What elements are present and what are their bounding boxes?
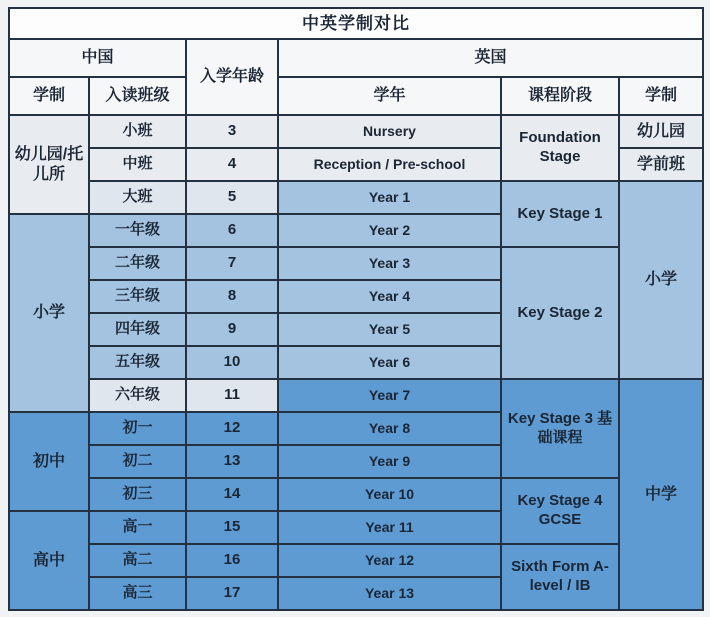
grade-cell: 大班 [89, 181, 186, 214]
year-cell: Year 11 [278, 511, 501, 544]
year-cell: Year 12 [278, 544, 501, 577]
age-cell: 8 [186, 280, 278, 313]
grade-cell: 四年级 [89, 313, 186, 346]
grade-cell: 小班 [89, 115, 186, 148]
uk-system-cell: 幼儿园 [619, 115, 703, 148]
age-cell: 10 [186, 346, 278, 379]
year-cell: Year 8 [278, 412, 501, 445]
table-row [9, 115, 703, 148]
year-cell: Year 3 [278, 247, 501, 280]
age-cell: 6 [186, 214, 278, 247]
grade-cell: 高一 [89, 511, 186, 544]
year-cell: Year 7 [278, 379, 501, 412]
grade-cell: 高三 [89, 577, 186, 610]
stage-cell: Key Stage 3 基础课程 [501, 379, 619, 478]
header-row-columns [9, 77, 703, 115]
age-cell: 5 [186, 181, 278, 214]
age-cell: 11 [186, 379, 278, 412]
table-title-row [9, 8, 703, 39]
table-row [9, 478, 703, 511]
header-uk-system: 学制 [619, 77, 703, 115]
comparison-table [8, 7, 704, 611]
header-row-country [9, 39, 703, 77]
year-cell: Year 13 [278, 577, 501, 610]
stage-cell: Key Stage 4 GCSE [501, 478, 619, 544]
age-cell: 7 [186, 247, 278, 280]
grade-cell: 三年级 [89, 280, 186, 313]
grade-cell: 高二 [89, 544, 186, 577]
stage-cell: Sixth Form A-level / IB [501, 544, 619, 610]
year-cell: Year 10 [278, 478, 501, 511]
grade-cell: 一年级 [89, 214, 186, 247]
grade-cell: 中班 [89, 148, 186, 181]
header-uk-year: 学年 [278, 77, 501, 115]
year-cell: Reception / Pre-school [278, 148, 501, 181]
age-cell: 13 [186, 445, 278, 478]
header-cn-grade: 入读班级 [89, 77, 186, 115]
age-cell: 12 [186, 412, 278, 445]
age-cell: 14 [186, 478, 278, 511]
header-cn-system: 学制 [9, 77, 89, 115]
grade-cell: 六年级 [89, 379, 186, 412]
grade-cell: 二年级 [89, 247, 186, 280]
uk-system-cell: 小学 [619, 181, 703, 379]
grade-cell: 初三 [89, 478, 186, 511]
year-cell: Year 6 [278, 346, 501, 379]
cn-system-cell: 初中 [9, 412, 89, 511]
year-cell: Year 9 [278, 445, 501, 478]
year-cell: Year 2 [278, 214, 501, 247]
header-china: 中国 [9, 39, 186, 77]
year-cell: Nursery [278, 115, 501, 148]
grade-cell: 五年级 [89, 346, 186, 379]
age-cell: 15 [186, 511, 278, 544]
stage-cell: Key Stage 2 [501, 247, 619, 379]
age-cell: 17 [186, 577, 278, 610]
age-cell: 4 [186, 148, 278, 181]
stage-cell: Foundation Stage [501, 115, 619, 181]
cn-system-cell: 幼儿园/托儿所 [9, 115, 89, 214]
table-row [9, 379, 703, 412]
table-row [9, 544, 703, 577]
header-uk-stage: 课程阶段 [501, 77, 619, 115]
year-cell: Year 4 [278, 280, 501, 313]
header-uk: 英国 [278, 39, 703, 77]
page-title: 中英学制对比 [9, 8, 703, 39]
grade-cell: 初一 [89, 412, 186, 445]
year-cell: Year 5 [278, 313, 501, 346]
grade-cell: 初二 [89, 445, 186, 478]
age-cell: 9 [186, 313, 278, 346]
age-cell: 3 [186, 115, 278, 148]
stage-cell: Key Stage 1 [501, 181, 619, 247]
table-row [9, 181, 703, 214]
cn-system-cell: 小学 [9, 214, 89, 412]
age-cell: 16 [186, 544, 278, 577]
cn-system-cell: 高中 [9, 511, 89, 610]
year-cell: Year 1 [278, 181, 501, 214]
uk-system-cell: 学前班 [619, 148, 703, 181]
header-entry-age: 入学年龄 [186, 39, 278, 115]
table-row [9, 247, 703, 280]
uk-system-cell: 中学 [619, 379, 703, 610]
